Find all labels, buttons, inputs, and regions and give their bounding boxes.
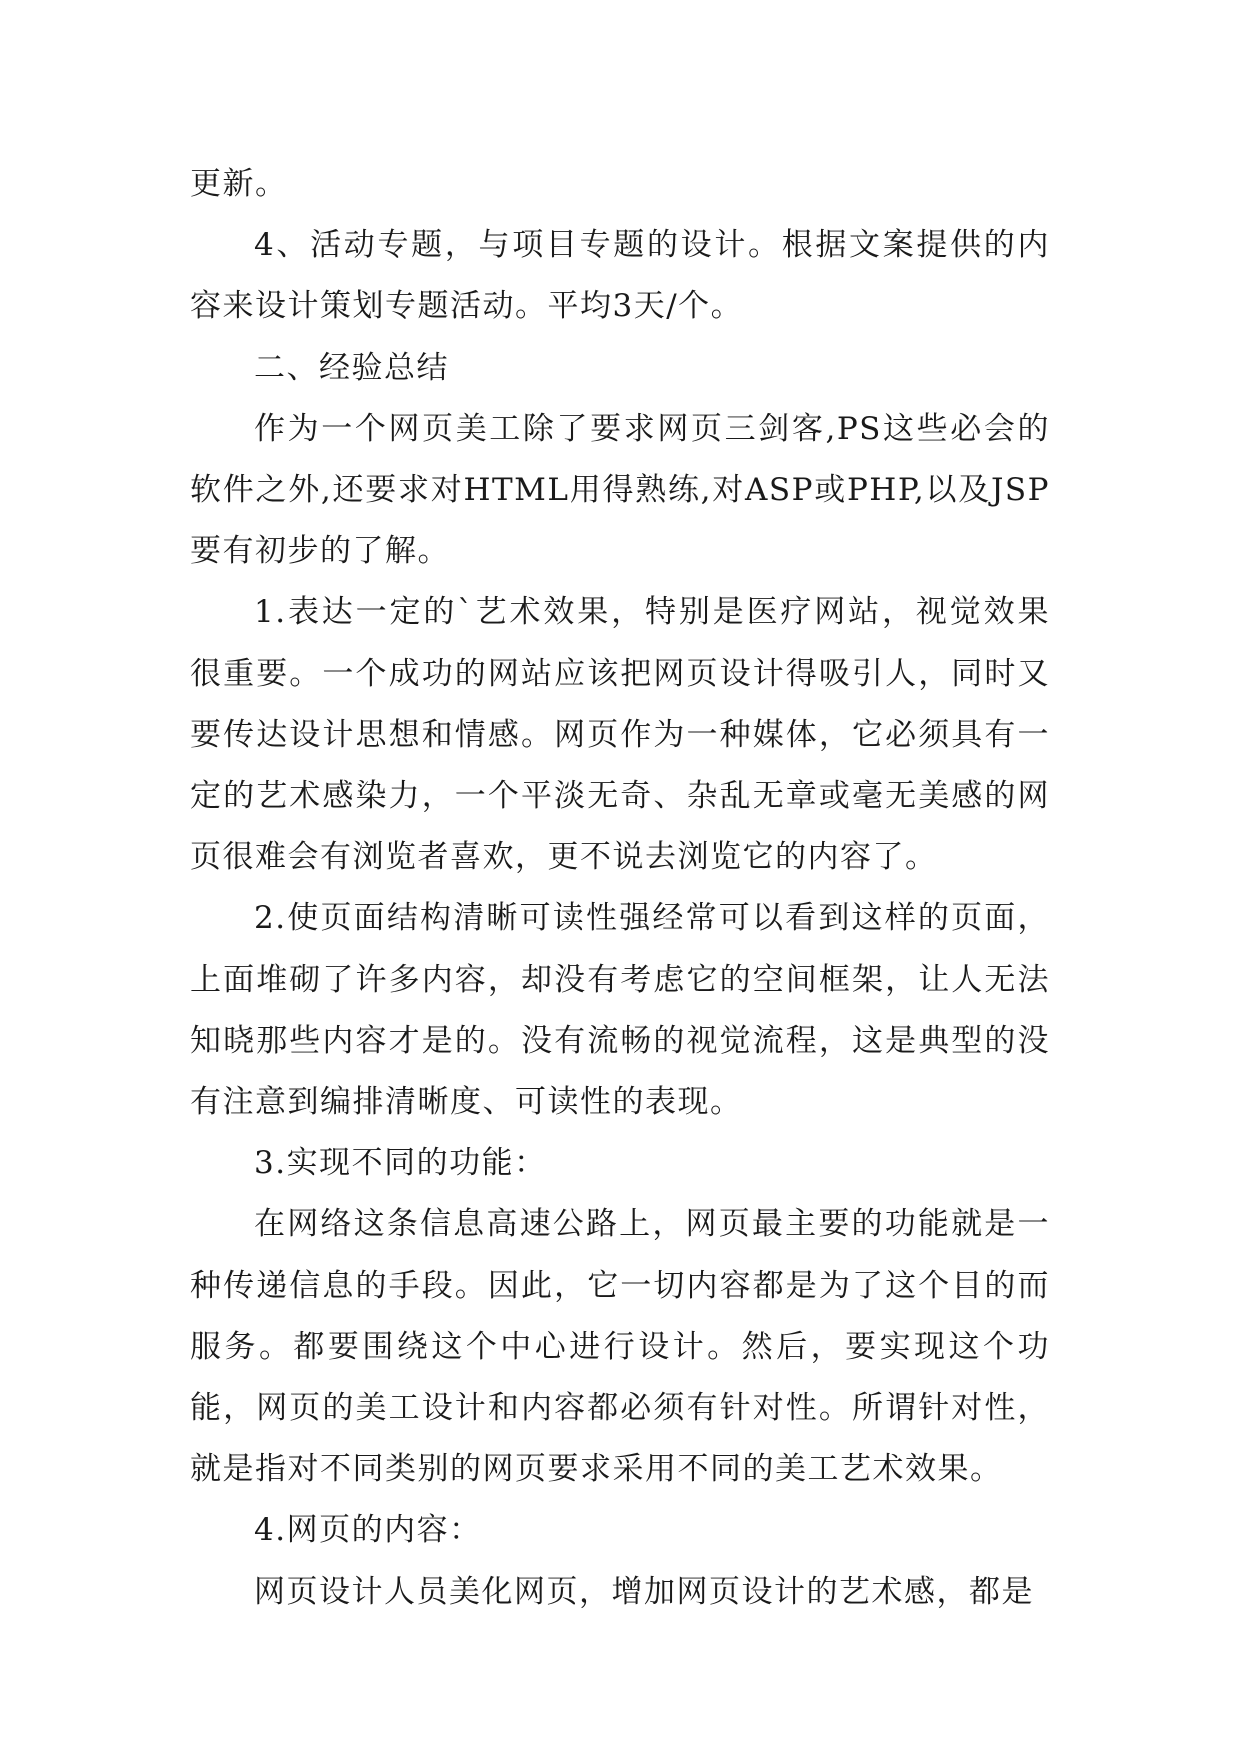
paragraph: 在网络这条信息高速公路上，网页最主要的功能就是一种传递信息的手段。因此，它一切内容都是为了这个目的而服务。都要围绕这个中心进行设计。然后，要实现这个功能，网页的美工设计和内容都必须有针对性。所谓针对性，就是指对不同类别的网页要求采用不同的美工艺术效果。 — [190, 1206, 1050, 1488]
paragraph: 2.使页面结构清晰可读性强经常可以看到这样的页面，上面堆砌了许多内容，却没有考虑它的空间框架，让人无法知晓那些内容才是的。没有流畅的视觉流程，这是典型的没有注意到编排清晰度、可读性的表现。 — [190, 900, 1050, 1121]
paragraph: 1.表达一定的`艺术效果，特别是医疗网站，视觉效果很重要。一个成功的网站应该把网页设计得吸引人，同时又要传达设计思想和情感。网页作为一种媒体，它必须具有一定的艺术感染力，一个平淡无奇、杂乱无章或毫无美感的网页很难会有浏览者喜欢，更不说去浏览它的内容了。 — [190, 594, 1050, 876]
subheading: 4.网页的内容： — [254, 1512, 482, 1549]
paragraph: 作为一个网页美工除了要求网页三剑客,PS这些必会的软件之外,还要求对HTML用得熟练,对ASP或PHP,以及JSP要有初步的了解。 — [190, 410, 1050, 570]
subheading: 3.实现不同的功能： — [254, 1145, 547, 1182]
paragraph: 4、活动专题，与项目专题的设计。根据文案提供的内容来设计策划专题活动。平均3天/个。 — [190, 227, 1050, 325]
paragraph: 网页设计人员美化网页，增加网页设计的艺术感，都是 — [254, 1573, 1034, 1610]
section-heading: 二、经验总结 — [254, 349, 449, 386]
paragraph: 更新。 — [190, 166, 288, 202]
document-body — [190, 154, 1050, 1623]
